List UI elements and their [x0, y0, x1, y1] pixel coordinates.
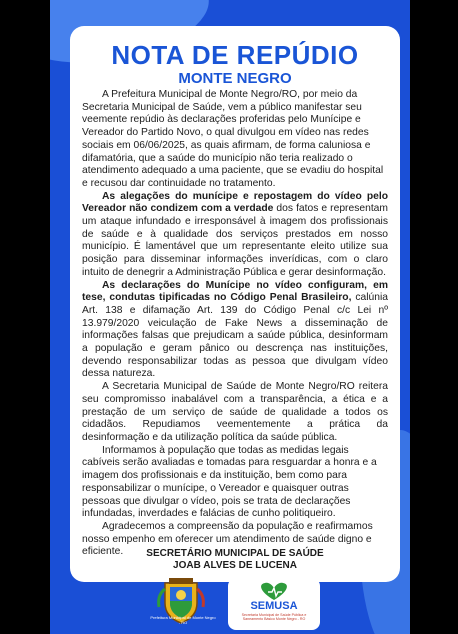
- semusa-logo-title: SEMUSA: [250, 600, 298, 612]
- paragraph-penal-code: [82, 280, 388, 382]
- prefeitura-logo-text: Prefeitura Municipal de Monte Negro - RO: [150, 615, 216, 625]
- signature-name: JOAB ALVES DE LUCENA: [173, 560, 297, 571]
- paragraph-allegations: [82, 191, 388, 280]
- note-card: [70, 26, 400, 582]
- signature-role: SECRETÁRIO MUNICIPAL DE SAÚDE: [146, 548, 324, 559]
- semusa-logo: [228, 578, 320, 630]
- page-title: NOTA DE REPÚDIO: [111, 40, 359, 70]
- paragraph-allegations-bold: As alegações do munícipe e repostagem do vídeo pelo Vereador não condizem com a verdade: [82, 190, 388, 215]
- semusa-logo-subtitle: Secretaria Municipal de Saúde Pública e Saneamento Básico Monte Negro - RO: [241, 613, 307, 622]
- note-body: [82, 89, 388, 559]
- page-subtitle: MONTE NEGRO: [178, 70, 292, 87]
- semusa-heart-icon: [254, 580, 294, 602]
- paragraph-penal-code-bold: As declarações do Munícipe no vídeo configuram, em tese, condutas tipificadas no Código Penal Brasileiro,: [82, 279, 388, 304]
- paragraph-penal-code-text: calúnia Art. 138 e difamação Art. 139 do Código Penal c/c Lei nº 13.979/2020 veiculação de Fake News a disseminação de informações falsas que prejudicam a saúde pública, desinformam a população e geram pânico ou descrença nas instituições, devendo responsabilizar todas as pessoa que divulgam vídeo dessa natureza.: [82, 292, 389, 380]
- paragraph-legal-measures: Informamos à população que todas as medidas legais cabíveis serão avaliadas e tomadas para resguardar a honra e a imagem dos profissionais e da instituição, bem como para responsabilizar o munícipe, o Vereador e quaisquer outras pessoas que divulgar o vídeo, pois se trata de declarações infundadas, inverdades e falácias de cunho politiqueiro.: [82, 444, 377, 520]
- poster-background: [50, 0, 410, 634]
- paragraph-intro: A Prefeitura Municipal de Monte Negro/RO, por meio da Secretaria Municipal de Saúde, vem a público manifestar seu veemente repúdio às declarações proferidas pelo Munícipe e Vereador do Partido Novo, o qual divulgou em vídeo nas redes sociais em 06/06/2025, as quais afirmam, de forma caluniosa e difamatória, que a saúde do município não teria realizado o atendimento adequado a uma paciente, que se evadiu do hospital e recusou dar continuidade no tratamento.: [82, 89, 384, 189]
- paragraph-commitment: A Secretaria Municipal de Saúde de Monte Negro/RO reitera seu compromisso inabalável com a transparência, a ética e a prestação de um serviço de saúde de qualidade a todos os cidadãos. Repudiamos veementemente a prática da desinformação e da utilização política da saúde pública.: [82, 381, 388, 443]
- paragraph-allegations-text: dos fatos e representam um ataque infundado e irresponsável à imagem dos profissionais de saúde e à qualidade dos serviços prestados em nosso município. É lamentável que um representante eleito utilize sua posição para disseminar informações inverídicas, com o claro intuito de denegrir a Administração Pública e gerar desinformação.: [82, 203, 388, 278]
- paragraph-thanks: Agradecemos a compreensão da população e reafirmamos nosso empenho em oferecer um atendimento de saúde digno e eficiente.: [82, 520, 373, 558]
